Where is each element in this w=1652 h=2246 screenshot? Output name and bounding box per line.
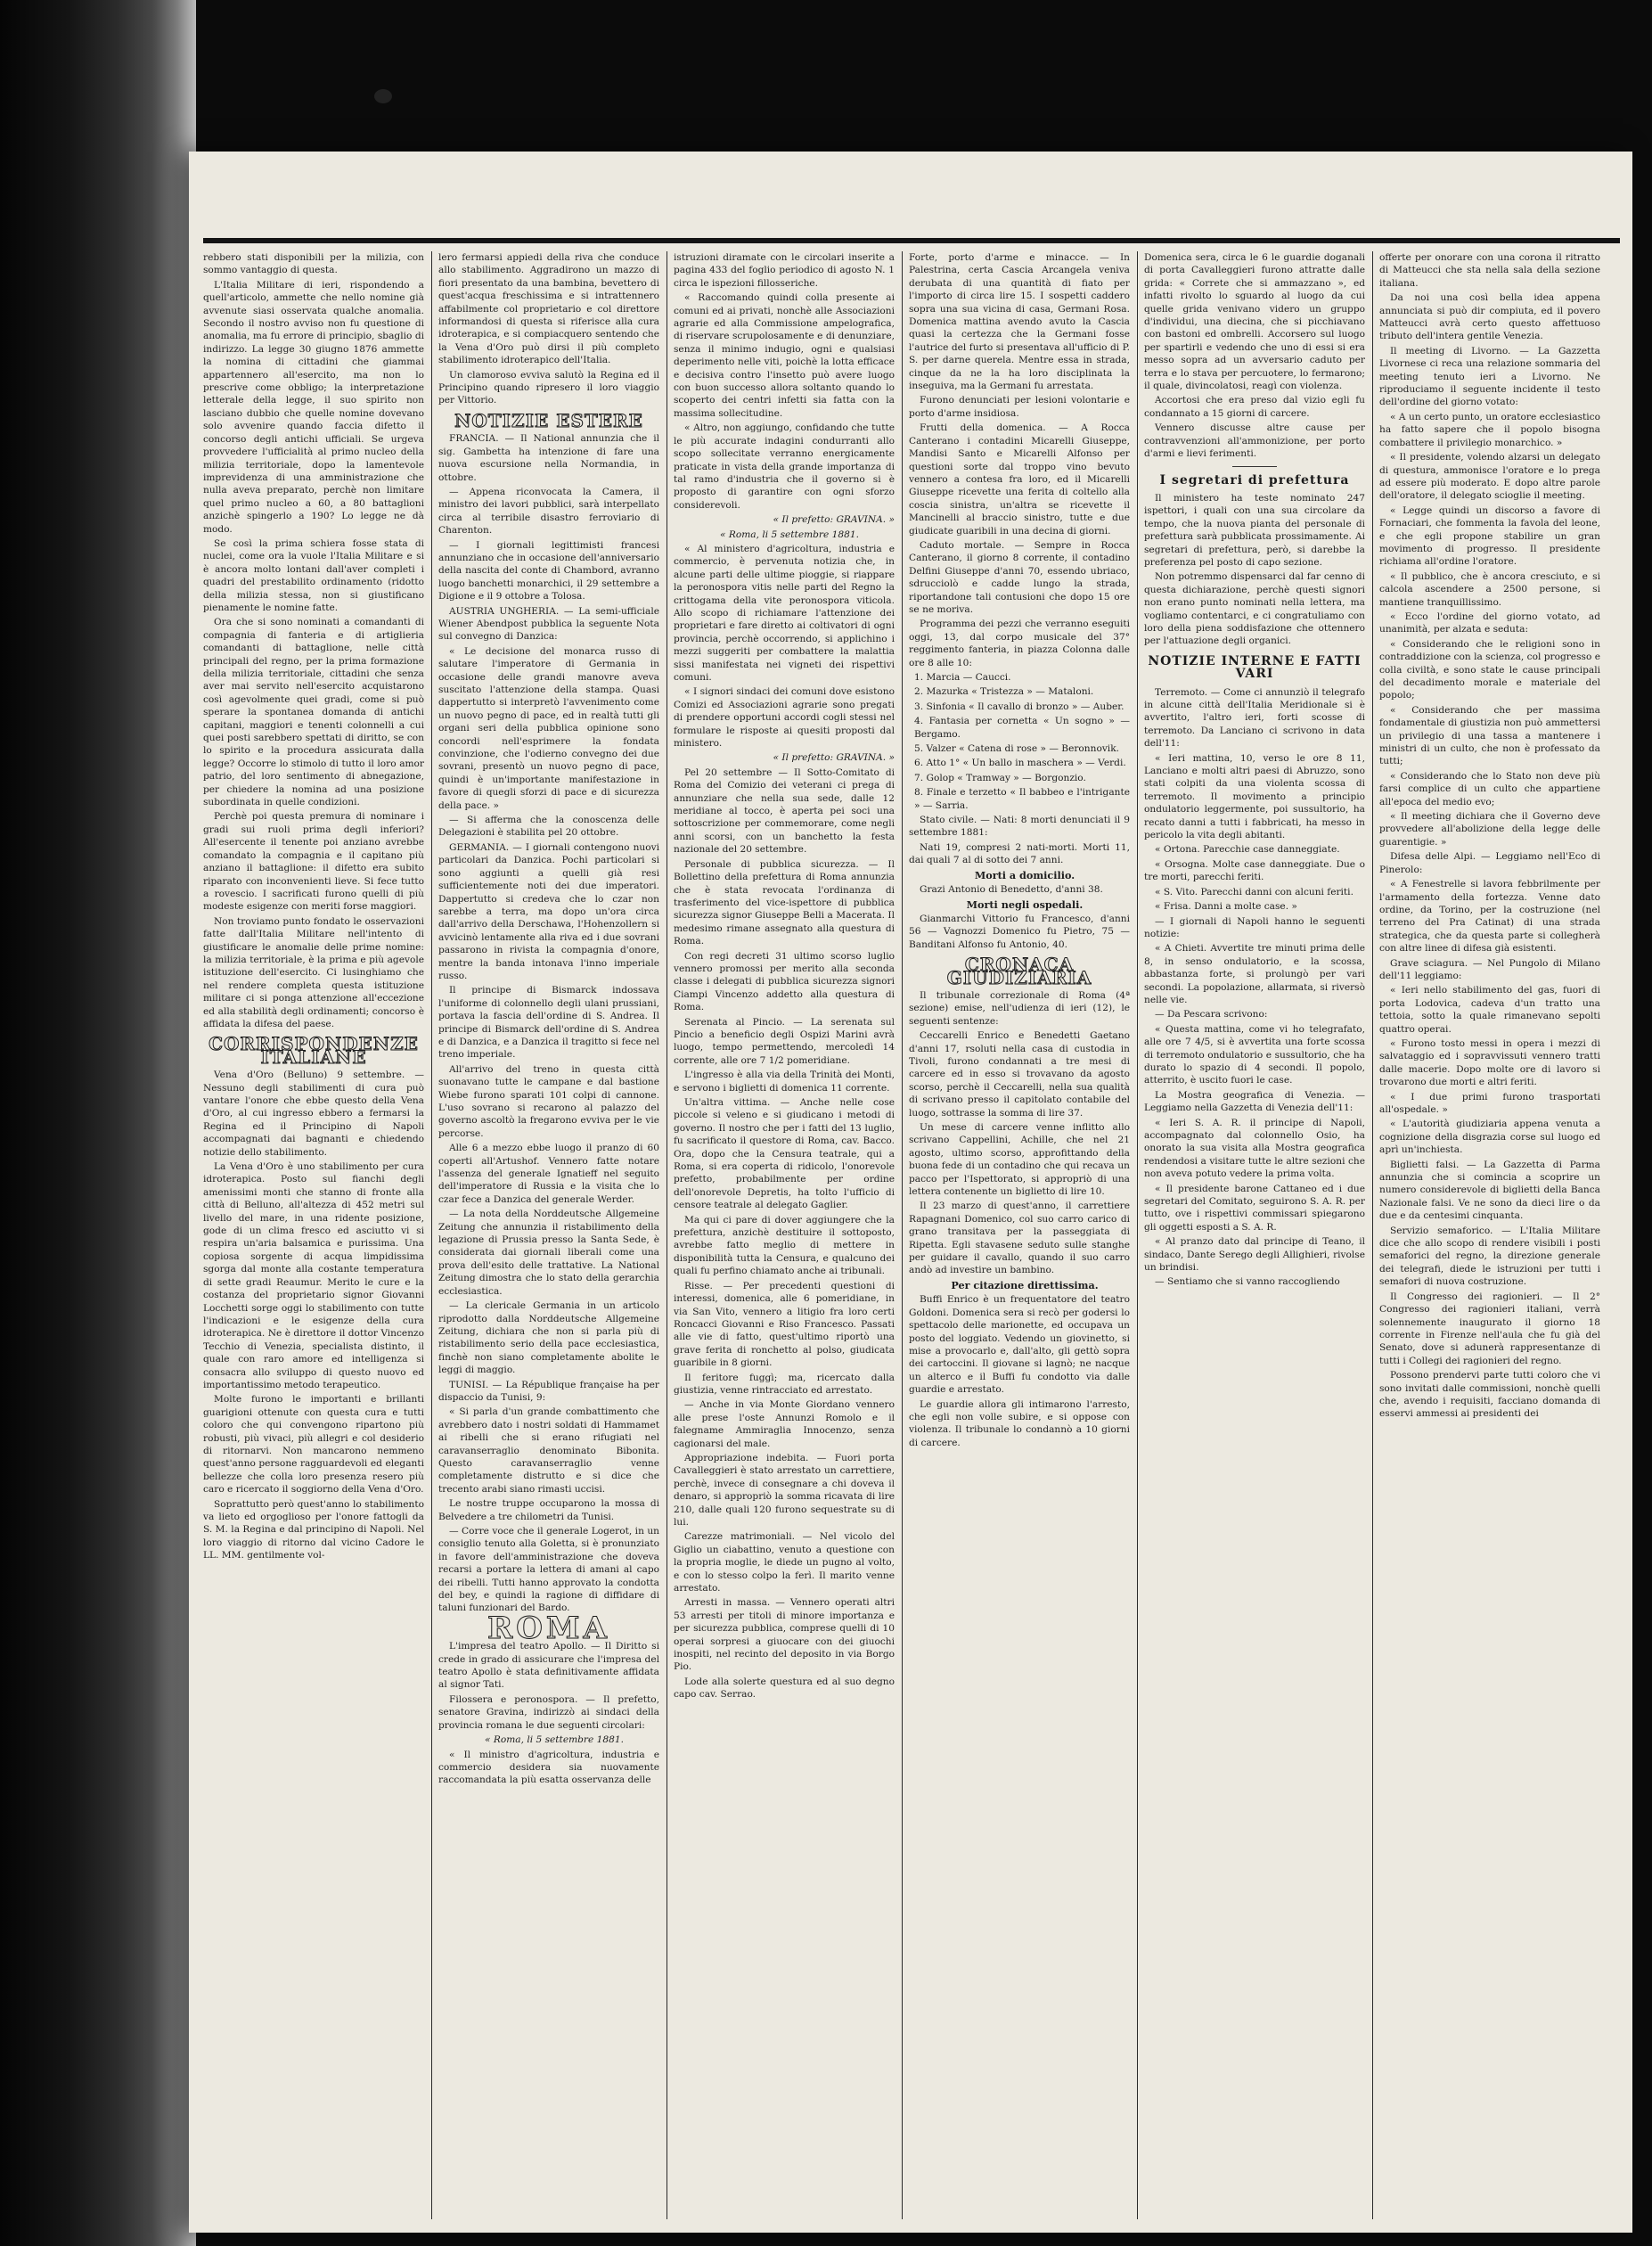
article-paragraph: — Sentiamo che si vanno raccogliendo	[1155, 1276, 1340, 1288]
section-heading: ROMA	[487, 1610, 610, 1646]
article-paragraph: Se così la prima schiera fosse stata di nuclei, come ora la vuole l'Italia Militare e si è ancora molto lontani dall'aver completi i quadri del prestabilito ordinamento (ridotto della milizia stessa, non si giustificano pienamente le nomine fatte.	[203, 537, 424, 613]
article-paragraph: « Il pubblico, che è ancora cresciuto, e si calcola ascendere a 2500 persone, si mantiene tranquillissimo.	[1379, 570, 1600, 608]
program-item: 5. Valzer « Catena di rose » — Beronnovik.	[914, 743, 1119, 755]
article-paragraph: Il principe di Bismarck indossava l'uniforme di colonnello degli ulani prussiani, portava la fascia dell'ordine di S. Andrea. Il principe di Bismarck dell'ordine di S. Andrea e di Danzica, e a Danzica il tragitto si fece nel treno imperiale.	[438, 985, 659, 1061]
article-paragraph: Non troviamo punto fondato le osservazioni fatte dall'Italia Militare nell'intento di giustificare le anomalie delle prime nomine: la milizia territoriale, è la prima e più agevole istituzione dell'esercito. Ci lusinghiamo che nel rendere completa questa istituzione militare ci si ponga attenzione all'eccezione ed alla stabilità degli ordinamenti; concorso è affidata la difesa del paese.	[203, 915, 424, 1029]
program-item: 7. Golop « Tramway » — Borgonzio.	[914, 772, 1086, 783]
column-1	[203, 251, 424, 2219]
section-heading: I segretari di prefettura	[1159, 472, 1350, 488]
subheading: Morti a domicilio.	[974, 868, 1075, 881]
article-paragraph: « I due primi furono trasportati all'ospedale. »	[1379, 1091, 1600, 1115]
article-paragraph: Da noi una così bella idea appena annunciata si può dir compiuta, ed il povero Matteucci avrà certo questo affettuoso tributo dell'intera gentile Venezia.	[1379, 292, 1600, 342]
header-rule	[203, 238, 1620, 243]
article-paragraph: Gianmarchi Vittorio fu Francesco, d'anni 56 — Vagnozzi Domenico fu Pietro, 75 — Banditani Alfonso fu Antonio, 40.	[909, 913, 1130, 950]
program-item: 1. Marcia — Caucci.	[914, 672, 1011, 683]
program-item: 4. Fantasia per cornetta « Un sogno » — Bergamo.	[914, 716, 1130, 740]
article-paragraph: Grave sciagura. — Nel Pungolo di Milano dell'11 leggiamo:	[1379, 957, 1600, 981]
article-paragraph: Appropriazione indebita. — Fuori porta Cavalleggieri è stato arrestato un carrettiere, perchè, invece di consegnare a chi doveva il denaro, si appropriò la somma ricavata di lire 210, dalle quali 120 furono sequestrate su di lui.	[674, 1452, 895, 1528]
article-paragraph: « Il ministro d'agricoltura, industria e commercio desidera sia nuovamente raccomandata la più esatta osservanza delle	[438, 1749, 659, 1786]
article-paragraph: Accortosi che era preso dal vizio egli fu condannato a 15 giorni di carcere.	[1144, 395, 1365, 419]
article-paragraph: Un clamoroso evviva salutò la Regina ed il Principino quando ripresero il loro viaggio per Vittorio.	[438, 369, 659, 406]
article-paragraph: Il feritore fuggì; ma, ricercato dalla giustizia, venne rintracciato ed arrestato.	[674, 1372, 895, 1396]
article-paragraph: « Considerando che lo Stato non deve più farsi complice di un culto che appartiene all'epoca del medio evo;	[1379, 770, 1600, 807]
section-heading: NOTIZIE INTERNE E FATTI VARI	[1148, 653, 1362, 682]
article-paragraph: Con regi decreti 31 ultimo scorso luglio vennero promossi per merito alla seconda classe i delegati di pubblica sicurezza signori Ciampi Vincenzo addetto alla questura di Roma.	[674, 950, 895, 1013]
article-paragraph: Il 23 marzo di quest'anno, il carrettiere Rapagnani Domenico, col suo carro carico di grano transitava per la passeggiata di Ripetta. Egli stavasene seduto sulle stanghe per guidare il cavallo, quando il suo carro andò ad investire un bambino.	[909, 1201, 1130, 1276]
article-paragraph: Le nostre truppe occuparono la mossa di Belvedere a tre chilometri da Tunisi.	[438, 1498, 659, 1522]
column-rule	[1137, 251, 1138, 2219]
article-paragraph: — Anche in via Monte Giordano vennero alle prese l'oste Annunzi Romolo e il falegname Ammiraglia Innocenzo, senza cagionarsi del male.	[674, 1399, 895, 1449]
column-3	[674, 251, 895, 2219]
article-paragraph: « Il presidente barone Cattaneo ed i due segretari del Comitato, seguirono S. A. R. per tutto, ove i rispettivi commissari spiegarono gli oggetti esposti a S. A. R.	[1144, 1183, 1365, 1233]
article-paragraph: Risse. — Per precedenti questioni di interessi, domenica, alle 6 pomeridiane, in via San Vito, vennero a litigio fra loro certi Roncacci Giovanni e Riso Francesco. Passati alle vie di fatto, quest'ultimo riportò una grave ferita di ronchetto al polso, giudicata guaribile in 8 giorni.	[674, 1280, 895, 1369]
subheading: Morti negli ospedali.	[966, 898, 1084, 911]
article-paragraph: — Appena riconvocata la Camera, il ministro dei lavori pubblici, sarà interpellato circa al terribile disastro ferroviario di Charenton.	[438, 486, 659, 537]
article-paragraph: Buffi Enrico è un frequentatore del teatro Goldoni. Domenica sera si recò per godersi lo spettacolo delle marionette, ed occupava un posto del loggiato. Vedendo un giovinetto, si mise a provocarlo e, dall'alto, gli gettò sopra dei cartoccini. Il giovane si lagnò; ne nacque un alterco e il Buffi fu condotto via dalle guardie e arrestato.	[909, 1294, 1130, 1396]
article-paragraph: Stato civile. — Nati: 8 morti denunciati il 9 settembre 1881:	[909, 815, 1130, 839]
article-paragraph: L'impresa del teatro Apollo. — Il Diritto si crede in grado di assicurare che l'impresa del teatro Apollo è stata definitivamente affidata al signor Tati.	[438, 1641, 659, 1691]
article-paragraph: — Corre voce che il generale Logerot, in un consiglio tenuto alla Goletta, si è pronunziato in favore dell'amministrazione che doveva recarsi a portare la lettera di amani al capo dei ribelli. Tutti hanno approvato la condotta del bey, e quindi la ragione di diffidare di taluni funzionari del Bardo.	[438, 1526, 659, 1614]
article-paragraph: « Il presidente, volendo alzarsi un delegato di questura, ammonisce l'oratore e lo prega ad essere più moderato. E dopo altre parole dell'oratore, il delegato scioglie il meeting.	[1379, 452, 1600, 502]
article-paragraph: GERMANIA. — I giornali contengono nuovi particolari da Danzica. Pochi particolari si sono aggiunti a quelli già resi sufficientemente noti dei due imperatori. Dappertutto si credeva che lo czar non sarebbe a terra, ma dopo un'ora circa dall'arrivo della Derschawa, l'Hohenzollern si avvicinò lentamente alla riva ed i due sovrani passarono in rivista la compagnia d'onore, mentre la banda intonava l'inno imperiale russo.	[438, 841, 659, 981]
article-paragraph: Furono denunciati per lesioni volontarie e porto d'arme insidiosa.	[909, 395, 1130, 419]
article-paragraph: Vennero discusse altre cause per contravvenzioni all'ammonizione, per porto d'armi e lievi ferimenti.	[1144, 422, 1365, 460]
program-item: 3. Sinfonia « Il cavallo di bronzo » — Auber.	[914, 701, 1125, 712]
column-rule	[902, 251, 903, 2219]
article-paragraph: La Mostra geografica di Venezia. — Leggiamo nella Gazzetta di Venezia dell'11:	[1144, 1089, 1365, 1114]
article-paragraph: FRANCIA. — Il National annunzia che il sig. Gambetta ha intenzione di fare una nuova escursione nella Normandia, in ottobre.	[438, 433, 659, 483]
article-paragraph: Molte furono le importanti e brillanti guarigioni ottenute con questa cura e tutti coloro che qui convengono ripartono più robusti, più vivaci, più allegri e col desiderio di ritornarvi. Non mancarono nemmeno quest'anno persone ragguardevoli ed eleganti bellezze che colla loro presenza resero più caro e ricercato il soggiorno della Vena d'Oro.	[203, 1394, 424, 1496]
article-paragraph: « I signori sindaci dei comuni dove esistono Comizi ed Associazioni agrarie sono pregati di prendere opportuni accordi cogli stessi nel formulare le risposte ai quesiti proposti dal ministero.	[674, 686, 895, 750]
article-paragraph: Serenata al Pincio. — La serenata sul Pincio a beneficio degli Ospizi Marini avrà luogo, tempo permettendo, mercoledì 14 corrente, alle ore 7 1/2 pomeridiane.	[674, 1016, 895, 1066]
article-paragraph: Vena d'Oro (Belluno) 9 settembre. — Nessuno degli stabilimenti di cura può vantare l'onore che ebbe questo della Vena d'Oro, al cui ingresso ebbero a fermarsi la Regina ed il Principino di Napoli accompagnati dai bagnanti e chiedendo notizie dello stabilimento.	[203, 1070, 424, 1158]
section-heading: CRONACA GIUDIZIARIA	[946, 954, 1092, 988]
program-item: 2. Mazurka « Tristezza » — Mataloni.	[914, 686, 1094, 698]
column-rule	[1372, 251, 1373, 2219]
article-paragraph: — La clericale Germania in un articolo riprodotto dalla Norddeutsche Allgemeine Zeitung, dichiara che non si parla più di ristabilimento serio della pace ecclesiastica, finchè non siano completamente abolite le leggi di maggio.	[438, 1300, 659, 1376]
subheading: Per citazione direttissima.	[951, 1278, 1099, 1291]
article-paragraph: Non potremmo dispensarci dal far cenno di questa dichiarazione, perchè questi signori non erano punto nominati nella lettera, ma vogliamo contentarci, e ci congratuliamo con loro della piena soddisfazione che ottennero per l'attuazione degli organici.	[1144, 571, 1365, 647]
article-paragraph: Ceccarelli Enrico e Benedetti Gaetano d'anni 17, rsoluti nella casa di custodia in Tivoli, furono condannati a tre mesi di carcere ed in esso si trovavano da agosto scorso, perchè il Ceccarelli, nella sua qualità di scrivano presso il capitolato contabile del luogo, sottrasse la somma di lire 37.	[909, 1030, 1130, 1119]
article-paragraph: « Considerando che le religioni sono in contraddizione con la scienza, col progresso e colla civiltà, e sono state le cause principali del decadimento morale e materiale del popolo;	[1379, 638, 1600, 701]
article-paragraph: Difesa delle Alpi. — Leggiamo nell'Eco di Pinerolo:	[1379, 851, 1600, 875]
article-paragraph: Pel 20 settembre — Il Sotto-Comitato di Roma del Comizio dei veterani ci prega di annunziare che nella sua sede, dalle 12 meridiane al tocco, è aperta pei soci una sottoscrizione per commemorare, come negli anni scorsi, con un banchetto la festa nazionale del 20 settembre.	[674, 766, 895, 856]
article-paragraph: Frutti della domenica. — A Rocca Canterano i contadini Micarelli Giuseppe, Mandisi Santo e Micarelli Alfonso per questioni sorte dal troppo vino bevuto vennero a contesa fra loro, ed il Micarelli Giuseppe ricevette una ferita di coltello alla coscia sinistra, un'altra se ricevette il Mancinelli al braccio sinistro, tutte e due giudicate guaribili in una decina di giorni.	[909, 422, 1130, 537]
article-paragraph: « Il meeting dichiara che il Governo deve provvedere all'abolizione della legge delle guarentigie. »	[1379, 811, 1600, 848]
article-paragraph: La Vena d'Oro è uno stabilimento per cura idroterapica. Posto sul fianchi degli amenissimi monti che stanno di fronte alla città di Belluno, all'altezza di 452 metri sul livello del mare, in una ridente posizione, gode di un clima fresco ed asciutto vi si respira un'aria balsamica e purissima. Una copiosa sorgente di acqua limpidissima sgorga dal monte alla costante temperatura di sette gradi Reaumur. Merito le cure e la costanza del proprietario signor Giovanni Locchetti sorge oggi lo stabilimento con tutte l'indicazioni e le esigenze della cura idroterapica. Ne è direttore il dottor Vincenzo Tecchio di Venezia, specialista distinto, il quale con raro amore ed intelligenza si consacra allo sviluppo di questo nuovo ed importantissimo metodo terapeutico.	[203, 1161, 424, 1390]
dateline: « Roma, li 5 settembre 1881.	[720, 529, 859, 540]
article-paragraph: — La nota della Norddeutsche Allgemeine Zeitung che annunzia il ristabilimento della legazione di Prussia presso la Santa Sede, è considerata dai giornali liberali come una prova dell'esito delle trattative. La National Zeitung dimostra che lo stato della gerarchia ecclesiastica.	[438, 1209, 659, 1297]
article-paragraph: « Orsogna. Molte case danneggiate. Due o tre morti, parecchi feriti.	[1144, 858, 1365, 883]
article-paragraph: — Si afferma che la conoscenza delle Delegazioni è stabilita pel 20 ottobre.	[438, 815, 659, 839]
article-paragraph: Filossera e peronospora. — Il prefetto, senatore Gravina, indirizzò ai sindaci della provincia romana le due seguenti circolari:	[438, 1693, 659, 1731]
article-paragraph: « Frisa. Danni a molte case. »	[1155, 901, 1297, 913]
program-item: 8. Finale e terzetto « Il babbeo e l'intrigante » — Sarria.	[914, 787, 1130, 811]
article-paragraph: Perchè poi questa premura di nominare i gradi sui ruoli prima degli inferiori? All'esercente il tenente poi anziano avrebbe comandato la compagnia e il capitano più anziano il battaglione: il difetto era subito riparato con inconvenienti lieve. Si fece tutto a rovescio. I sacrificati furono quelli di più modeste esigenze con meriti forse maggiori.	[203, 811, 424, 913]
article-paragraph: istruzioni diramate con le circolari inserite a pagina 433 del foglio periodico di agosto N. 1 circa le ispezioni fillosseriche.	[674, 252, 895, 289]
article-paragraph: « Al pranzo dato dal principe di Teano, il sindaco, Dante Serego degli Allighieri, rivolse un brindisi.	[1144, 1236, 1365, 1274]
article-paragraph: Biglietti falsi. — La Gazzetta di Parma annunzia che si comincia a scoprire un numero considerevole di biglietti della Banca Nazionale falsi. Ve ne sono da dieci lire o da due e da centesimi cinquanta.	[1379, 1159, 1600, 1222]
article-paragraph: L'Italia Militare di ieri, rispondendo a quell'articolo, ammette che nello nomine già avvenute siasi osservata qualche anomalia. Secondo il nostro avviso non fu questione di anomalia, ma fu errore di principio, sbaglio di indirizzo. La legge 30 giugno 1876 ammette la nomina di cittadini che giammai appartennero all'esercito, ma non lo prescrive come obbligo; la interpretazione letterale della legge, il suo spirito non lasciano dubbio che quelle nomine dovevano solo avvenire quando faccia difetto il concorso degli antichi ufficiali. Se urgeva provvedere l'ufficialità al primo nucleo della milizia territoriale, dopo la lamentevole imprevidenza di una amministrazione che nulla aveva preparato, perchè non limitare quel primo nucleo a 60, a 80 battaglioni anzichè spingerlo a 190? Lo legge ne dà modo.	[203, 279, 424, 535]
article-paragraph: Lode alla solerte questura ed al suo degno capo cav. Serrao.	[674, 1676, 895, 1701]
program-item: 6. Atto 1° « Un ballo in maschera » — Verdi.	[914, 758, 1126, 769]
article-paragraph: Grazi Antonio di Benedetto, d'anni 38.	[920, 884, 1103, 896]
article-paragraph: « Ieri mattina, 10, verso le ore 8 11, Lanciano e molti altri paesi di Abruzzo, sono stati colpiti da una violenta scossa di terremoto. Il movimento a principio ondulatorio leggermente, poi sussultorio, ha recato danni a tutti i fabbricati, ha messo in pericolo la vita degli abitanti.	[1144, 752, 1365, 841]
article-paragraph: « Raccomando quindi colla presente ai comuni ed ai privati, nonchè alle Associazioni agrarie ed alla Commissione ampelografica, di riservare scrupolosamente e di denunziare, senza il minimo indugio, ogni e qualsiasi deperimento nelle viti, poichè la lotta efficace e decisiva contro l'insetto può avere luogo con buon successo allora soltanto quando lo scoperto dei centri infetti sia fatta con la massima sollecitudine.	[674, 292, 895, 419]
article-paragraph: « Ieri S. A. R. il principe di Napoli, accompagnato dal colonnello Osio, ha onorato la sua visita alla Mostra geografica rendendosi a visitare tutte le altre sezioni che non aveva potuto vedere la prima volta.	[1144, 1117, 1365, 1180]
article-paragraph: Il meeting di Livorno. — La Gazzetta Livornese ci reca una relazione sommaria del meeting tenuto ieri a Livorno. Ne riproduciamo il seguente incidente il testo dell'ordine del giorno votato:	[1379, 345, 1600, 408]
article-paragraph: offerte per onorare con una corona il ritratto di Matteucci che sta nella sala della sezione italiana.	[1379, 252, 1600, 289]
article-paragraph: « Le decisione del monarca russo di salutare l'imperatore di Germania in occasione delle grandi manovre aveva suscitato l'attenzione della stampa. Quasi dappertutto si interpretò l'avvenimento come un nuovo pegno di pace, ed in realtà tutti gli organi seri della pubblica opinione sono concordi nell'esprimere la fondata convinzione, che l'odierno convegno dei due sovrani, presentò un nuovo pegno di pace, quindi è un'importante manifestazione in favore di quegli sforzi di pace e di sicurezza della pace. »	[438, 645, 659, 811]
article-paragraph: « A un certo punto, un oratore ecclesiastico ha fatto sapere che il popolo bisogna combattere il privilegio monarchico. »	[1379, 411, 1600, 448]
column-rule	[431, 251, 432, 2219]
column-6	[1379, 251, 1600, 2219]
article-paragraph: All'arrivo del treno in questa città suonavano tutte le campane e dal bastione Wiebe furono sparati 101 colpi di cannone. L'uso sovrano si recarono al palazzo del governo ascoltò la fregarono evviva per le vie percorse.	[438, 1063, 659, 1139]
article-paragraph: Servizio semaforico. — L'Italia Militare dice che allo scopo di rendere visibili i posti semaforici del regno, la direzione generale dei telegrafi, diede le istruzioni per tutti i semafori di nuova costruzione.	[1379, 1225, 1600, 1288]
article-paragraph: « A Chieti. Avvertite tre minuti prima delle 8, in senso ondulatorio, e la scossa, abbastanza forte, si prolungò per vari secondi. La popolazione, allarmata, si riversò nelle vie.	[1144, 943, 1365, 1005]
column-2	[438, 251, 659, 2219]
article-paragraph: — I giornali legittimisti francesi annunziano che in occasione dell'anniversario della nascita del conte di Chambord, avranno luogo banchetti monarchici, il 29 settembre a Digione e il 9 ottobre a Tolosa.	[438, 539, 659, 602]
signature-line: « Il prefetto: GRAVINA. »	[773, 514, 895, 526]
column-4	[909, 251, 1130, 2219]
article-paragraph: AUSTRIA UNGHERIA. — La semi-ufficiale Wiener Abendpost pubblica la seguente Nota sul convegno di Danzica:	[438, 605, 659, 643]
article-paragraph: Personale di pubblica sicurezza. — Il Bollettino della prefettura di Roma annunzia che è stata revocata l'ordinanza di trasferimento del vice-ispettore di pubblica sicurezza signor Giuseppe Belli a Macerata. Il medesimo rimane assegnato alla questura di Roma.	[674, 858, 895, 947]
article-paragraph: Ora che si sono nominati a comandanti di compagnia di fanteria e di artiglieria comandanti di battaglione, nelle città principali del regno, per la prima formazione della milizia territoriale, cittadini che senza aver mai servito nell'esercito acquistarono così agevolmente quei gradi, come si può sperare la spontanea domanda di antichi capitani, maggiori e tenenti colonnelli a cui quei posti sarebbero spettati di diritto, se con lo spirito e la procedura assicurata dalla legge? Occorre lo stimolo di tutto il loro amor patrio, del loro sentimento di abnegazione, per chiedere la nomina ad una posizione subordinata in quelle condizioni.	[203, 617, 424, 808]
article-paragraph: Il ministero ha teste nominato 247 ispettori, i quali con una sua circolare da tempo, che la nuova pianta del personale di prefettura sarà pubblicata prossimamente. Ai segretari di prefettura, però, si darebbe la preferenza pel posto di capo sezione.	[1144, 492, 1365, 568]
article-paragraph: « L'autorità giudiziaria appena venuta a cognizione della disgrazia corse sul luogo ed aprì un'inchiesta.	[1379, 1119, 1600, 1156]
article-paragraph: Le guardie allora gli intimarono l'arresto, che egli non volle subire, e si oppose con violenza. Il tribunale lo condannò a 10 giorni di carcere.	[909, 1398, 1130, 1448]
article-paragraph: Il tribunale correzionale di Roma (4ª sezione) emise, nell'udienza di ieri (12), le seguenti sentenze:	[909, 989, 1130, 1027]
article-paragraph: Alle 6 a mezzo ebbe luogo il pranzo di 60 coperti all'Artushof. Vennero fatte notare l'assenza del generale Ignatieff nel seguito dell'imperatore di Russia e la visita che lo czar fece a Danzica del generale Werder.	[438, 1143, 659, 1205]
program-list	[909, 671, 1130, 812]
article-paragraph: Carezze matrimoniali. — Nel vicolo del Giglio un ciabattino, venuto a questione con la propria moglie, le diede un pugno al volto, e con lo stesso colpo la ferì. Il marito venne arrestato.	[674, 1531, 895, 1594]
article-paragraph: Possono prendervi parte tutti coloro che vi sono invitati dalle commissioni, nonchè quelli che, avendo i requisiti, facciano domanda di esservi ammessi ai presidenti dei	[1379, 1370, 1600, 1420]
article-paragraph: TUNISI. — La République française ha per dispaccio da Tunisi, 9:	[438, 1379, 659, 1403]
article-paragraph: Ma qui ci pare di dover aggiungere che la prefettura, anzichè destituire il sottoposto, avrebbe fatto meglio di mettere in disponibilità tutta la Censura, e qualcuno dei quali fu perfino chiamato anche ai tribunali.	[674, 1214, 895, 1277]
article-paragraph: lero fermarsi appiedi della riva che conduce allo stabilimento. Aggradirono un mazzo di fiori presentato da una bambina, bevettero di quest'acqua freschissima e si intrattennero affabilmente col proprietario e col direttore informandosi di questa si riferisce alla cura idroterapica, e si compiacquero sentendo che la Vena d'Oro può dirsi il più completo stabilimento idroterapico dell'Italia.	[438, 252, 659, 366]
article-paragraph: « Al ministero d'agricoltura, industria e commercio, è pervenuta notizia che, in alcune parti delle ultime pioggie, si riappare la peronospora vitis nelle parti del Regno la crittogama della vite peronospora viticola. Allo scopo di richiamare l'attenzione dei proprietari e fare diretto ai coltivatori di ogni provincia, perchè occorrendo, si applichino i mezzi suggeriti per combattere la malattia sissi manifestata nei vigneti dei rispettivi comuni.	[674, 543, 895, 683]
article-paragraph: « Considerando che per massima fondamentale di giustizia non può ammettersi un privilegio di una tassa a mantenere i ministri di un culto, che non è professato da tutti;	[1379, 704, 1600, 767]
article-paragraph: « Ecco l'ordine del giorno votato, ad unanimità, per alzata e seduta:	[1379, 611, 1600, 635]
book-spine	[0, 0, 196, 2246]
dateline: « Roma, li 5 settembre 1881.	[485, 1734, 624, 1746]
article-paragraph: « Questa mattina, come vi ho telegrafato, alle ore 7 4/5, si è avvertita una forte scossa di terremoto ondulatorio e sussultorio, che ha durato lo spazio di 4 secondi. Il popolo, atterrito, è uscito fuori le case.	[1144, 1023, 1365, 1086]
article-paragraph: Forte, porto d'arme e minacce. — In Palestrina, certa Cascia Arcangela veniva derubata di una quantità di fiato per l'importo di circa lire 15. I sospetti caddero sopra una sua vicina di casa, Germani Rosa. Domenica mattina avendo avuto la Cascia quasi la certezza che la Germani fosse l'autrice del furto si presentava all'ufficio di P. S. per darne querela. Mentre essa in strada, cinque da ne la ha loro disciplinata la inseguiva, ma la Germani fu arrestata.	[909, 252, 1130, 392]
article-paragraph: Caduto mortale. — Sempre in Rocca Canterano, il giorno 8 corrente, il contadino Delfini Giuseppe d'anni 70, essendo ubriaco, sdrucciolò e cadde lungo la strada, riportandone tali contusioni che dopo 15 ore se ne moriva.	[909, 539, 1130, 615]
article-paragraph: « Ieri nello stabilimento del gas, fuori di porta Lodovica, cadeva d'un tratto una tettoia, sotto la quale rimanevano sepolti quattro operai.	[1379, 985, 1600, 1035]
article-paragraph: L'ingresso è alla via della Trinità dei Monti, e servono i biglietti di domenica 11 corrente.	[674, 1070, 895, 1094]
article-paragraph: « Si parla d'un grande combattimento che avrebbero dato i nostri soldati di Hammamet ai ribelli che si erano rifugiati nel caravanserraglio denominato Bibonita. Questo caravanserraglio venne completamente distrutto e si dice che trecento arabi siano rimasti uccisi.	[438, 1406, 659, 1495]
article-paragraph: rebbero stati disponibili per la milizia, con sommo vantaggio di questa.	[203, 252, 424, 276]
separator	[1232, 466, 1277, 467]
article-paragraph: « S. Vito. Parecchi danni con alcuni feriti.	[1155, 886, 1353, 898]
article-paragraph: Soprattutto però quest'anno lo stabilimento va lieto ed orgoglioso per l'onore fattogli da S. M. la Regina e dal principino di Napoli. Nel loro viaggio di ritorno dal vicino Cadore le LL. MM. gentilmente vol-	[203, 1498, 424, 1562]
article-paragraph: Un'altra vittima. — Anche nelle cose piccole si veleno e si giudicano i metodi di governo. Il nostro che per i fatti del 13 luglio, fu sacrificato il questore di Roma, cav. Bacco. Ora, dopo che la Censura teatrale, qui a Roma, si era coperta di ridicolo, l'onorevole prefetto, probabilmente per ordine dell'onorevole Depretis, ha tolto l'ufficio di censore teatrale al delegato Gaglier.	[674, 1097, 895, 1211]
section-heading: CORRISPONDENZE ITALIANE	[209, 1033, 419, 1068]
column-5	[1144, 251, 1365, 2219]
article-paragraph: Un mese di carcere venne inflitto allo scrivano Cappellini, Achille, che nel 21 agosto, ultimo scorso, approfittando della buona fede di un contadino che qui recava un pacco per l'Ispettorato, si appropriò di una lettera contenente un biglietto di lire 10.	[909, 1122, 1130, 1198]
signature-line: « Il prefetto: GRAVINA. »	[773, 752, 895, 764]
article-paragraph: « Ortona. Parecchie case danneggiate.	[1155, 844, 1340, 856]
section-heading: NOTIZIE ESTERE	[454, 409, 643, 431]
article-paragraph: — Da Pescara scrivono:	[1155, 1009, 1268, 1021]
article-paragraph: Domenica sera, circa le 6 le guardie doganali di porta Cavalleggieri furono attratte dalle grida: « Correte che si ammazzano », ed infatti rivolto lo sguardo al luogo da cui quelle grida venivano videro un gruppo d'individui, una diecina, che si picchiavano con bastoni ed ombrelli. Accorsero sul luogo per spartirli e vedendo che uno di essi si era messo sopra ad un avversario caduto per terra e lo stava per percuotere, lo fermarono; il quale, divincolatosi, reagì con violenza.	[1144, 252, 1365, 392]
article-paragraph: Programma dei pezzi che verranno eseguiti oggi, 13, dal corpo musicale del 37° reggimento fanteria, in piazza Colonna dalle ore 8 alle 10:	[909, 619, 1130, 668]
article-paragraph: « Legge quindi un discorso a favore di Fornaciari, che fommenta la favola del leone, e che egli propone stabilire un gran movimento di progresso. Il presidente richiama all'ordine l'oratore.	[1379, 504, 1600, 568]
article-paragraph: « Altro, non aggiungo, confidando che tutte le più accurate indagini condurranti allo scopo sollecitate verranno energicamente praticate in vista della grande importanza di tal ramo d'industria che il governo si è proposto di garantire con ogni sforzo considerevoli.	[674, 422, 895, 511]
article-paragraph: — I giornali di Napoli hanno le seguenti notizie:	[1144, 915, 1365, 939]
ink-blot	[374, 89, 392, 103]
article-paragraph: Terremoto. — Come ci annunziò il telegrafo in alcune città dell'Italia Meridionale si è avvertito, l'altro ieri, forti scosse di terremoto. Da Lanciano ci scrivono in data dell'11:	[1144, 686, 1365, 750]
article-paragraph: Arresti in massa. — Vennero operati altri 53 arresti per titoli di minore importanza e per sicurezza pubblica, comprese quelli di 10 operai sorpresi a giuocare con dei giuochi inospiti, nel recinto del deposito in via Borgo Pio.	[674, 1597, 895, 1673]
article-paragraph: « Furono tosto messi in opera i mezzi di salvataggio ed i sopravvissuti vennero tratti dalle macerie. Dopo molte ore di lavoro si trovarono due morti e altri feriti.	[1379, 1037, 1600, 1088]
article-paragraph: « A Fenestrelle si lavora febbrilmente per l'armamento della fortezza. Venne dato ordine, da Torino, per la costruzione (nel terreno del Pra Catinat) di una strada strategica, che da questa parte si collegherà con altre linee di difesa già esistenti.	[1379, 879, 1600, 955]
article-paragraph: Il Congresso dei ragionieri. — Il 2° Congresso dei ragionieri italiani, verrà solennemente inaugurato il giorno 18 corrente in Firenze nell'aula che fu già del Senato, dove si adunerà rappresentanze di tutti i Collegi dei ragionieri del regno.	[1379, 1291, 1600, 1366]
article-paragraph: Nati 19, compresi 2 nati-morti. Morti 11, dai quali 7 al di sotto dei 7 anni.	[909, 841, 1130, 866]
